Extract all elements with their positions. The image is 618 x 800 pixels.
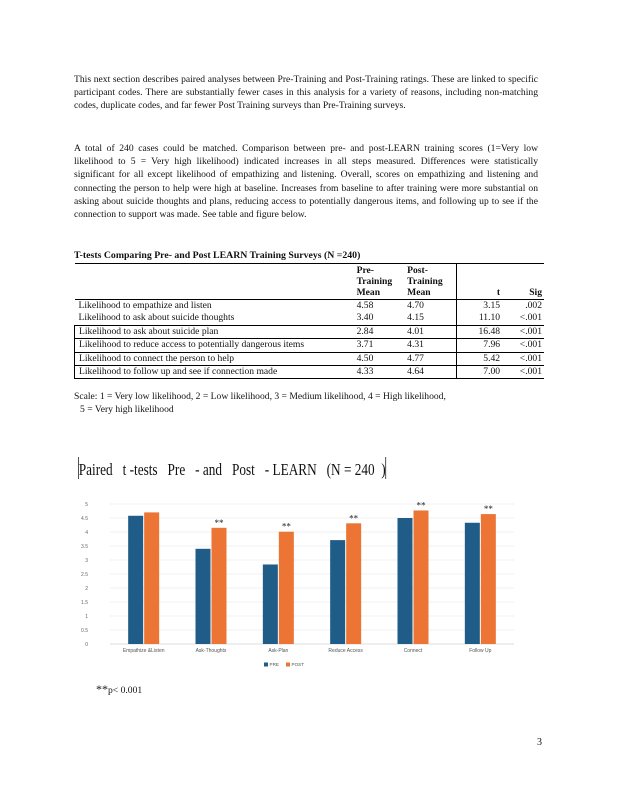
ttest-table xyxy=(74,263,544,379)
row-pre-mean: 2.84 xyxy=(356,325,374,337)
significance-marker: ** xyxy=(349,513,359,524)
row-post-mean: 4.31 xyxy=(407,339,424,351)
legend-label: POST xyxy=(291,662,305,667)
row-label: Likelihood to connect the person to help xyxy=(75,352,355,365)
significance-marker: ** xyxy=(281,521,291,532)
header-post: Post- Training Mean xyxy=(407,265,443,298)
row-post-mean: 4.64 xyxy=(407,366,424,378)
header-t: t xyxy=(456,264,502,300)
chart-title-text: Paired t -tests Pre - and Post - LEARN (N = 240 ) xyxy=(78,460,386,479)
table-row xyxy=(75,325,545,338)
intro-paragraph: This next section describes paired analyses between Pre-Training and Post-Training ratings. These are linked to specific participant codes. There are substantially fewer cases in this analysis for a variety of reasons, including non-matching codes, duplicate codes, and far fewer Post Training surveys than Pre-Training surveys. xyxy=(74,74,538,112)
significance-marker: ** xyxy=(214,517,224,528)
row-sig: <.001 xyxy=(519,352,542,364)
row-post-mean: 4.01 xyxy=(407,325,424,337)
post-bar xyxy=(279,532,294,644)
row-label: Likelihood to follow up and see if connection made xyxy=(75,366,355,379)
row-pre-mean: 3.71 xyxy=(356,339,374,351)
significance-marker: ** xyxy=(416,500,426,511)
results-paragraph: A total of 240 cases could be matched. Comparison between pre- and post-LEARN training scores (1=Very low likelihood to 5 = Very high likelihood) indicated increases in all steps measured. Differences were statistically significant for all except likelihood of empathizing and listening. Overall, scores on empathizing and listening and connecting the person to help were high at baseline. Increases from baseline to after training were more substantial on asking about suicide thoughts and plans, reducing access to potentially dangerous items, and following up to see if the connection to support was made. See table and figure below. xyxy=(74,143,538,221)
row-label: Likelihood to reduce access to potentially dangerous items xyxy=(75,339,355,352)
row-post-mean: 4.77 xyxy=(407,352,424,364)
row-sig: <.001 xyxy=(519,325,542,337)
row-pre-mean: 3.40 xyxy=(356,312,374,324)
pre-bar xyxy=(196,549,211,644)
post-bar xyxy=(212,528,227,644)
pre-bar xyxy=(128,516,143,644)
row-t: 3.15 xyxy=(456,300,502,313)
category-label: Follow Up xyxy=(469,648,492,654)
scale-line-2: 5 = Very high likelihood xyxy=(80,403,174,415)
y-tick-label: 1.5 xyxy=(81,599,88,606)
table-row xyxy=(75,312,545,325)
pre-bar xyxy=(465,523,480,644)
y-tick-label: 3.5 xyxy=(81,543,88,550)
table-row xyxy=(75,300,545,313)
pre-bar xyxy=(263,564,278,644)
category-label: Connect xyxy=(403,648,423,654)
category-label: Reduce Access xyxy=(328,648,363,654)
row-sig: <.001 xyxy=(519,339,542,351)
y-tick-label: 2.5 xyxy=(81,571,88,578)
y-tick-label: 0.5 xyxy=(81,627,88,634)
scale-note xyxy=(74,391,446,416)
y-tick-label: 5 xyxy=(85,501,88,508)
footnote-text: p< 0.001 xyxy=(108,685,143,696)
table-title: T-tests Comparing Pre- and Post LEARN Training Surveys (N =240) xyxy=(74,250,361,261)
table-row xyxy=(75,339,545,352)
row-t: 11.10 xyxy=(456,312,502,325)
row-t: 7.96 xyxy=(456,339,502,352)
y-tick-label: 0 xyxy=(85,641,88,648)
table-row xyxy=(75,352,545,365)
legend-label: PRE xyxy=(269,662,279,667)
y-tick-label: 4 xyxy=(85,529,88,536)
post-bar xyxy=(414,510,429,644)
row-post-mean: 4.15 xyxy=(407,312,424,324)
row-t: 16.48 xyxy=(456,325,502,338)
row-sig: <.001 xyxy=(519,366,542,378)
table-body xyxy=(75,300,545,379)
row-t: 5.42 xyxy=(456,352,502,365)
category-label: Empathize &Listen xyxy=(122,648,165,654)
title-bar-right xyxy=(386,457,387,479)
row-post-mean: 4.70 xyxy=(407,300,424,311)
y-tick-label: 4.5 xyxy=(81,515,88,522)
post-bar xyxy=(481,514,496,644)
row-sig: .002 xyxy=(525,300,542,311)
header-pre: Pre- Training Mean xyxy=(356,265,393,298)
category-label: Ask-Plan xyxy=(268,648,289,654)
chart-title xyxy=(78,457,386,480)
header-label xyxy=(75,264,355,300)
table-row xyxy=(75,366,545,379)
legend-swatch xyxy=(286,663,290,667)
header-sig: Sig xyxy=(529,287,542,298)
bar-chart xyxy=(74,496,520,676)
row-pre-mean: 4.58 xyxy=(356,300,374,311)
significance-marker: ** xyxy=(483,504,493,515)
legend-swatch xyxy=(264,663,268,667)
page-number: 3 xyxy=(537,737,542,748)
post-bar xyxy=(144,512,159,644)
table-header-row xyxy=(75,264,545,300)
scale-line-1: Scale: 1 = Very low likelihood, 2 = Low likelihood, 3 = Medium likelihood, 4 = High likelihood, xyxy=(74,391,446,402)
row-label: Likelihood to ask about suicide plan xyxy=(75,325,355,338)
ttest-table-section xyxy=(74,250,544,379)
footnote xyxy=(96,682,142,697)
row-label: Likelihood to ask about suicide thoughts xyxy=(78,312,235,324)
pre-bar xyxy=(330,540,345,644)
row-pre-mean: 4.33 xyxy=(356,366,374,378)
y-tick-label: 3 xyxy=(85,557,88,564)
pre-bar xyxy=(398,518,413,644)
row-sig: <.001 xyxy=(519,312,542,324)
post-bar xyxy=(346,523,361,644)
row-pre-mean: 4.50 xyxy=(356,352,374,364)
category-label: Ask-Thoughts xyxy=(195,648,227,654)
y-tick-label: 2 xyxy=(85,585,88,592)
footnote-stars: ** xyxy=(96,682,108,696)
y-tick-label: 1 xyxy=(85,613,88,620)
row-t: 7.00 xyxy=(456,366,502,379)
row-label: Likelihood to empathize and listen xyxy=(78,300,212,311)
